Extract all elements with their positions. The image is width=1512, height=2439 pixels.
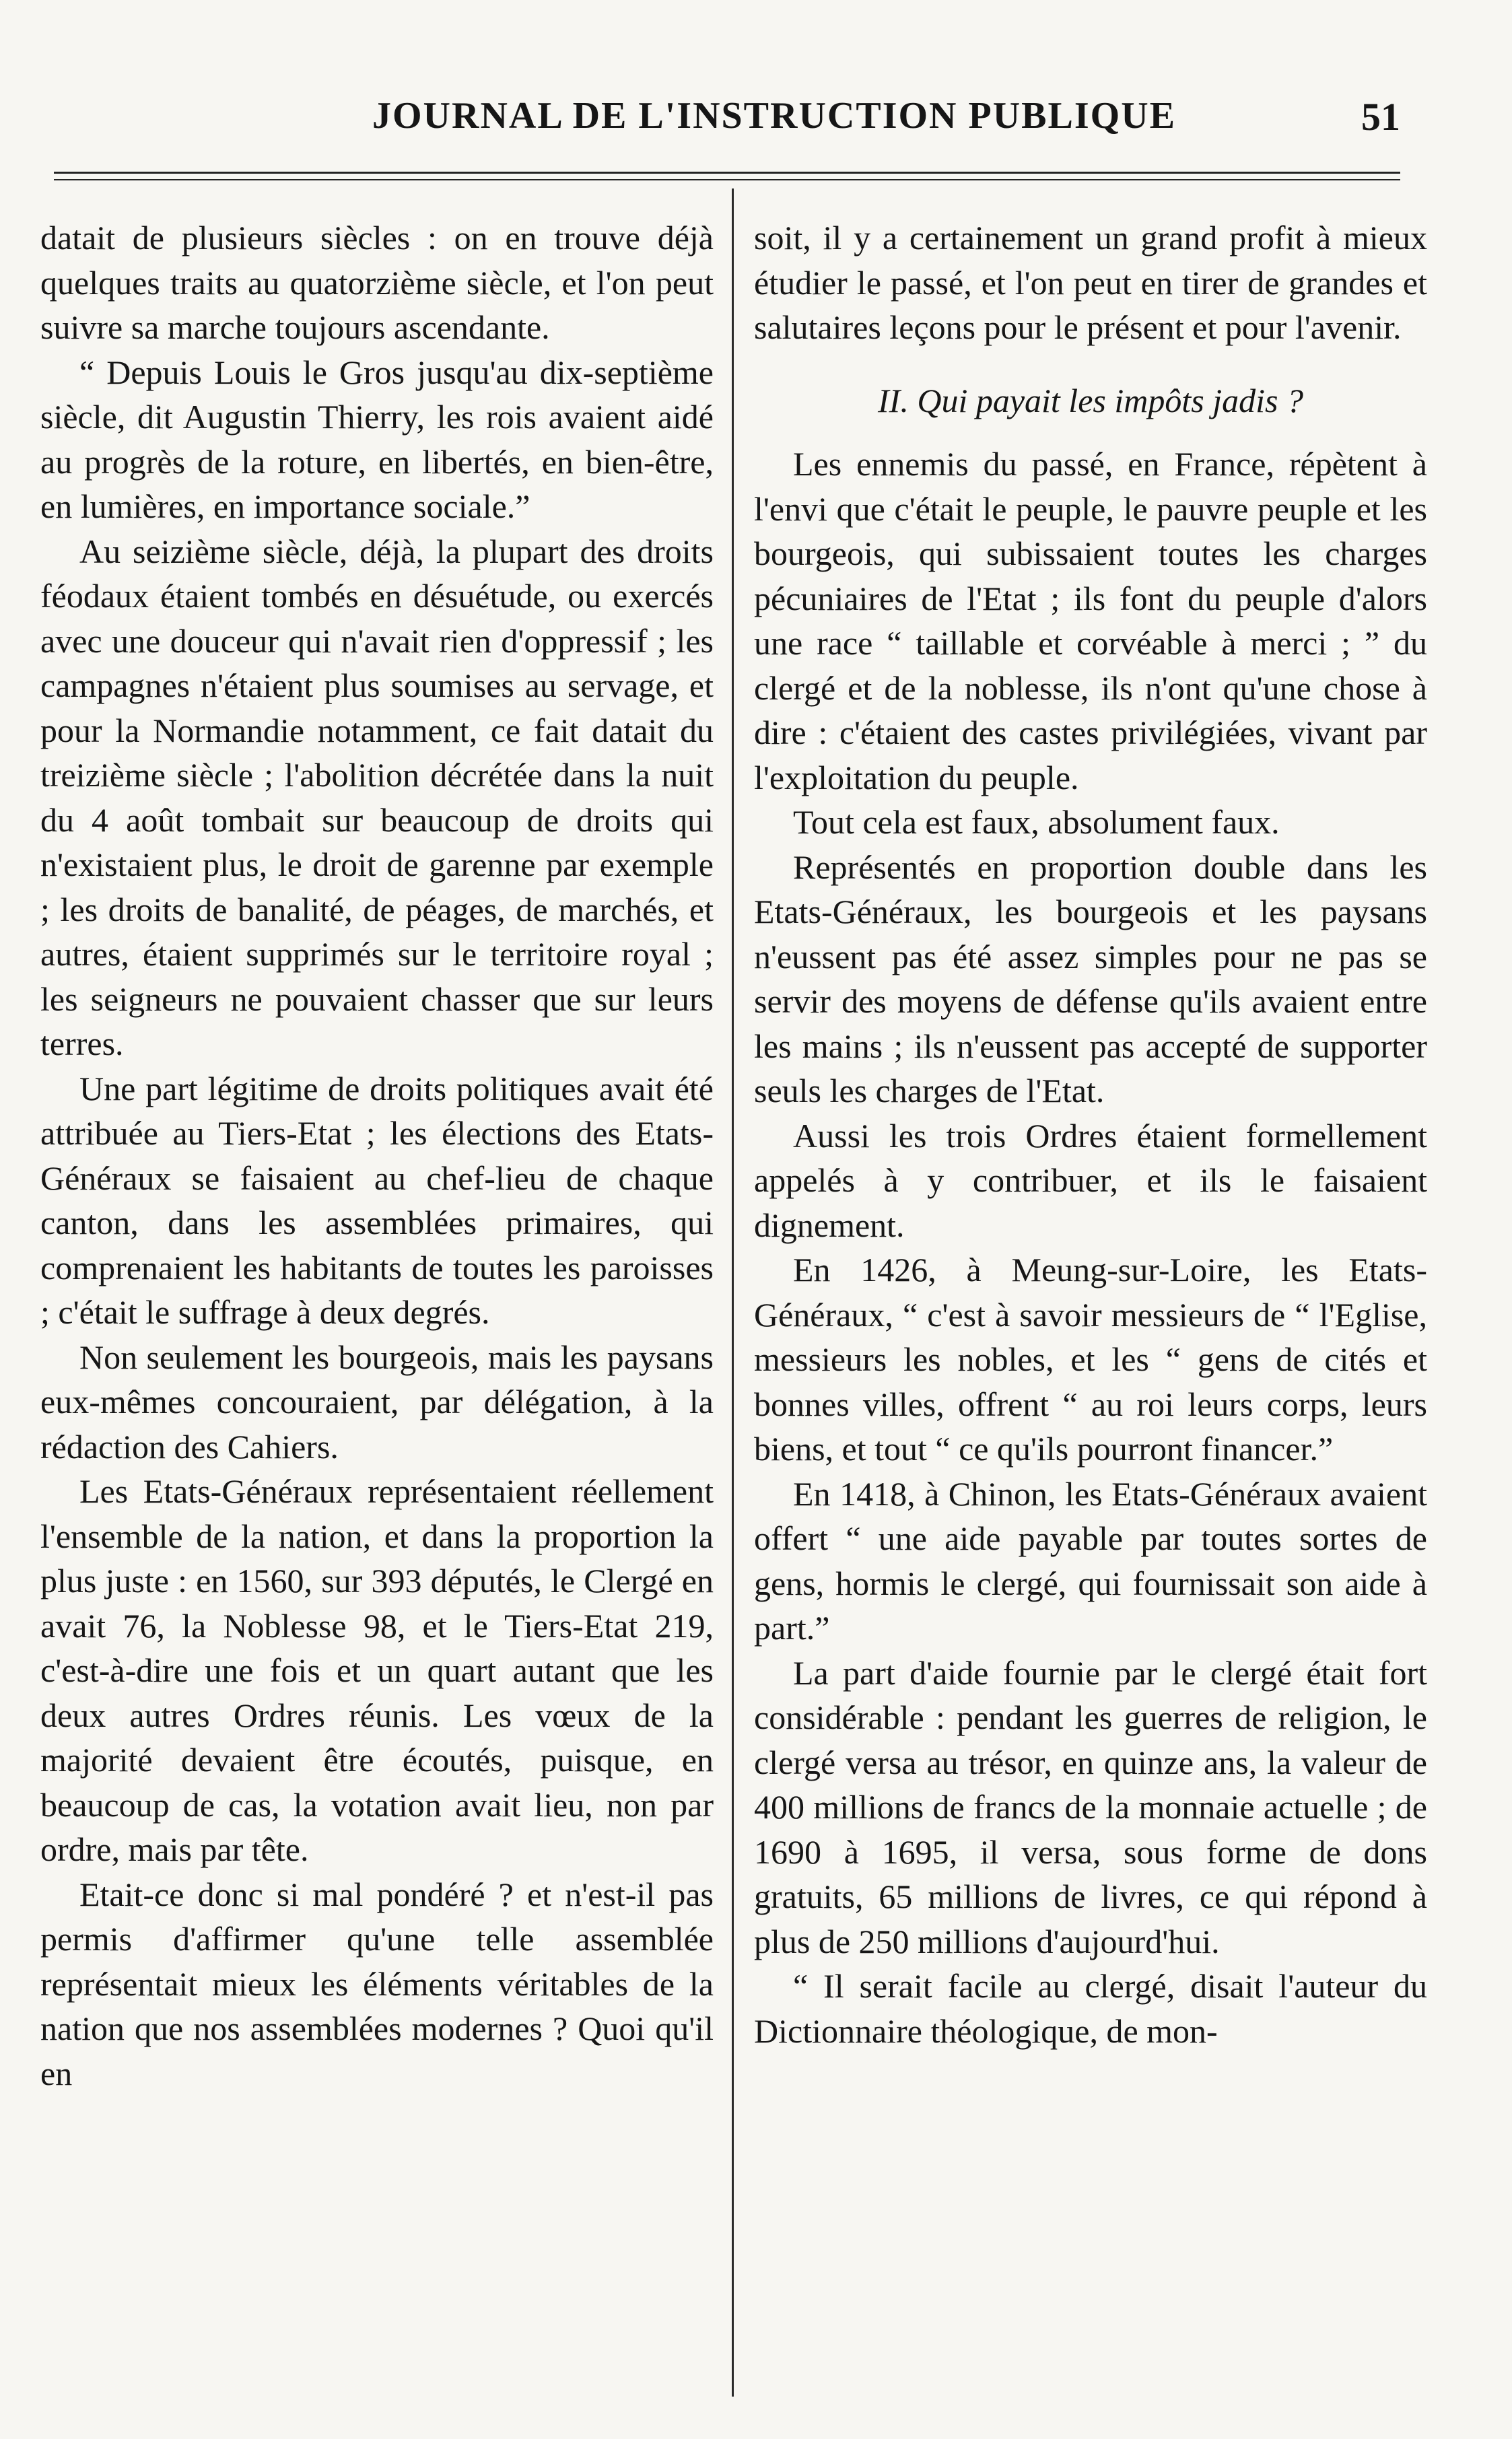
- running-title: JOURNAL DE L'INSTRUCTION PUBLIQUE: [372, 95, 1176, 137]
- paragraph: Aussi les trois Ordres étaient formellement appelés à y contribuer, et ils le faisaient dignement.: [754, 1116, 1427, 1244]
- paragraph: En 1418, à Chinon, les Etats-Généraux avaient offert “ une aide payable par toutes sortes de gens, hormis le clergé, qui fournissait son aide à part.”: [754, 1474, 1427, 1647]
- header-rule: [54, 172, 1400, 174]
- right-column: [754, 215, 1427, 2053]
- paragraph: “ Il serait facile au clergé, disait l'auteur du Dictionnaire théologique, de mon-: [754, 1967, 1427, 2050]
- left-column: [40, 215, 714, 2096]
- header-rule-double: [54, 179, 1400, 180]
- paragraph: “ Depuis Louis le Gros jusqu'au dix-septième siècle, dit Augustin Thierry, les rois avaient aidé au progrès de la roture, en libertés, en bien-être, en lumières, en importance sociale.”: [40, 353, 714, 525]
- paragraph: Une part légitime de droits politiques avait été attribuée au Tiers-Etat ; les élections des Etats-Généraux se faisaient au chef-lieu de chaque canton, dans les assemblées primaires, qui comprenaient les habitants de toutes les paroisses ; c'était le suffrage à deux degrés.: [40, 1069, 714, 1331]
- page-header: [54, 94, 1400, 155]
- paragraph: Au seizième siècle, déjà, la plupart des droits féodaux étaient tombés en désuétude, ou exercés avec une douceur qui n'avait rien d'oppressif ; les campagnes n'étaient plus soumises au servage, et pour la Normandie notamment, ce fait datait du treizième siècle ; l'abolition décrétée dans la nuit du 4 août tombait sur beaucoup de droits qui n'existaient plus, le droit de garenne par exemple ; les droits de banalité, de péages, de marchés, et autres, étaient supprimés sur le territoire royal ; les seigneurs ne pouvaient chasser que sur leurs terres.: [40, 532, 714, 1062]
- column-divider: [732, 188, 734, 2397]
- page-number: 51: [1361, 95, 1400, 139]
- paragraph: datait de plusieurs siècles : on en trouve déjà quelques traits au quatorzième siècle, et l'on peut suivre sa marche toujours ascendante.: [40, 219, 714, 346]
- paragraph: Représentés en proportion double dans les Etats-Généraux, les bourgeois et les paysans n'eussent pas été assez simples pour ne pas se servir des moyens de défense qu'ils avaient entre les mains ; ils n'eussent pas accepté de supporter seuls les charges de l'Etat.: [754, 848, 1427, 1109]
- paragraph: Etait-ce donc si mal pondéré ? et n'est-il pas permis d'affirmer qu'une telle assemblée représentait mieux les éléments véritables de la nation que nos assemblées modernes ? Quoi qu'il en: [40, 1875, 714, 2092]
- paragraph: Les Etats-Généraux représentaient réellement l'ensemble de la nation, et dans la proportion la plus juste : en 1560, sur 393 députés, le Clergé en avait 76, la Noblesse 98, et le Tiers-Etat 219, c'est-à-dire une fois et un quart autant que les deux autres Ordres réunis. Les vœux de la majorité devaient être écoutés, puisque, en beaucoup de cas, la votation avait lieu, non par ordre, mais par tête.: [40, 1472, 714, 1868]
- paragraph: Tout cela est faux, absolument faux.: [793, 803, 1280, 841]
- paragraph: En 1426, à Meung-sur-Loire, les Etats-Généraux, “ c'est à savoir messieurs de “ l'Eglise, messieurs les nobles, et les “ gens de cités et bonnes villes, offrent “ au roi leurs corps, leurs biens, et tout “ ce qu'ils pourront financer.”: [754, 1251, 1427, 1468]
- paragraph: La part d'aide fournie par le clergé était fort considérable : pendant les guerres de religion, le clergé versa au trésor, en quinze ans, la valeur de 400 millions de francs de la monnaie actuelle ; de 1690 à 1695, il versa, sous forme de dons gratuits, 65 millions de livres, ce qui répond à plus de 250 millions d'aujourd'hui.: [754, 1653, 1427, 1960]
- paragraph: soit, il y a certainement un grand profit à mieux étudier le passé, et l'on peut en tirer de grandes et salutaires leçons pour le présent et pour l'avenir.: [754, 219, 1427, 346]
- section-heading: II. Qui payait les impôts jadis ?: [878, 381, 1303, 419]
- paragraph: Les ennemis du passé, en France, répètent à l'envi que c'était le peuple, le pauvre peuple et les bourgeois, qui subissaient toutes les charges pécuniaires de l'Etat ; ils font du peuple d'alors une race “ taillable et corvéable à merci ; ” du clergé et de la noblesse, ils n'ont qu'une chose à dire : c'étaient des castes privilégiées, vivant par l'exploitation du peuple.: [754, 445, 1427, 796]
- paragraph: Non seulement les bourgeois, mais les paysans eux-mêmes concouraient, par délégation, à la rédaction des Cahiers.: [40, 1338, 714, 1466]
